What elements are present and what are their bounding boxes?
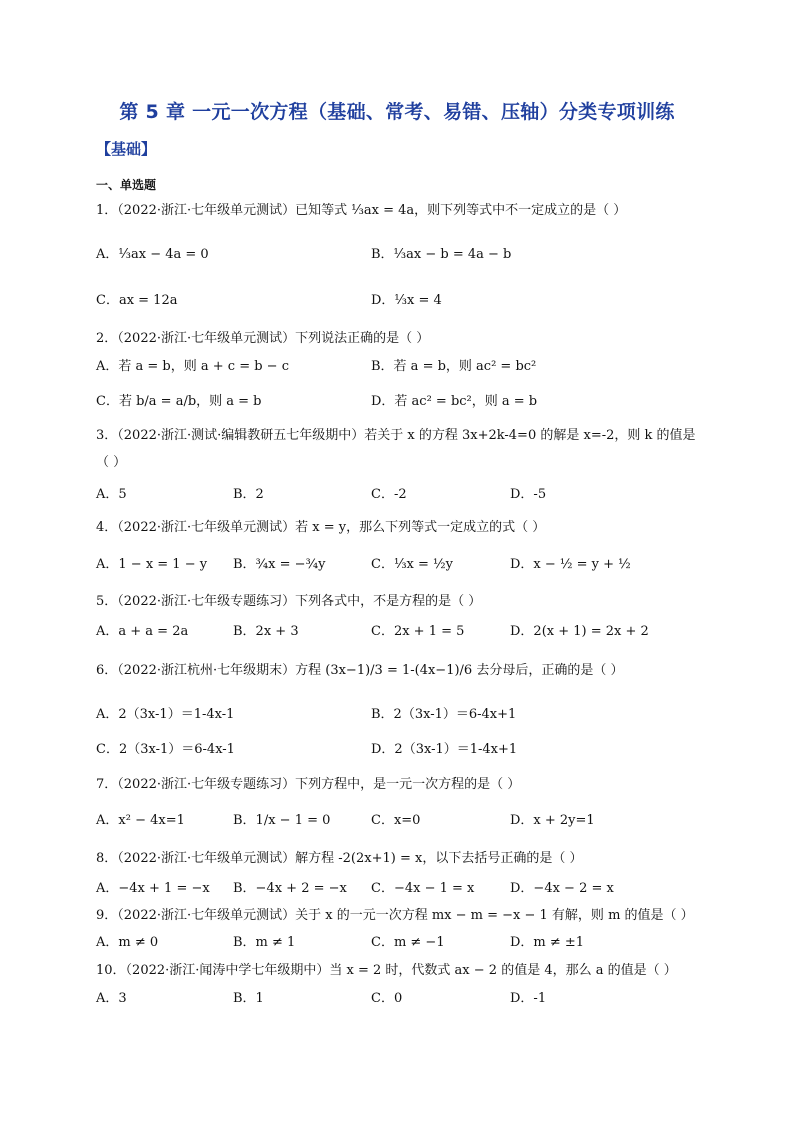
section-heading: 一、单选题: [96, 178, 157, 192]
question-10-option-a[interactable]: A．3: [96, 991, 127, 1006]
question-8-option-c[interactable]: C．−4x − 1 = x: [371, 881, 475, 896]
question-3-option-b[interactable]: B．2: [233, 487, 264, 502]
question-1-stem: 1．（2022·浙江·七年级单元测试）已知等式 ⅓ax = 4a，则下列等式中不一定成立的是（ ）: [96, 203, 627, 218]
question-6-option-b[interactable]: B．2（3x-1）＝6-4x+1: [371, 707, 517, 722]
question-8-option-d[interactable]: D．−4x − 2 = x: [510, 881, 614, 896]
question-9-option-c[interactable]: C．m ≠ −1: [371, 935, 445, 950]
question-8-option-a[interactable]: A．−4x + 1 = −x: [96, 881, 210, 896]
question-9-option-d[interactable]: D．m ≠ ±1: [510, 935, 585, 950]
question-4-stem: 4．（2022·浙江·七年级单元测试）若 x = y，那么下列等式一定成立的式（ ）: [96, 520, 546, 535]
question-4-option-a[interactable]: A．1 − x = 1 − y: [96, 557, 208, 572]
question-5-stem: 5．（2022·浙江·七年级专题练习）下列各式中，不是方程的是（ ）: [96, 594, 482, 609]
question-2-option-b[interactable]: B．若 a = b，则 ac² = bc²: [371, 359, 537, 374]
question-4-option-c[interactable]: C．⅓x = ½y: [371, 557, 453, 572]
question-3-option-d[interactable]: D．-5: [510, 487, 547, 502]
question-7-option-a[interactable]: A．x² − 4x=1: [96, 813, 185, 828]
level-tag: 【基础】: [96, 140, 157, 158]
page-title: 第 5 章 一元一次方程（基础、常考、易错、压轴）分类专项训练: [119, 101, 675, 123]
question-3-stem: 3．（2022·浙江·测试·编辑教研五七年级期中）若关于 x 的方程 3x+2k-4=0 的解是 x=-2，则 k 的值是: [96, 428, 696, 443]
question-10-stem: 10．（2022·浙江·闻涛中学七年级期中）当 x = 2 时，代数式 ax − 2 的值是 4，那么 a 的值是（ ）: [96, 963, 677, 978]
question-1-option-b[interactable]: B．⅓ax − b = 4a − b: [371, 247, 512, 262]
question-6-option-c[interactable]: C．2（3x-1）＝6-4x-1: [96, 742, 235, 757]
question-6-option-d[interactable]: D．2（3x-1）＝1-4x+1: [371, 742, 518, 757]
question-2-option-a[interactable]: A．若 a = b，则 a + c = b − c: [96, 359, 289, 374]
question-10-option-b[interactable]: B．1: [233, 991, 264, 1006]
question-1-option-d[interactable]: D．⅓x = 4: [371, 293, 442, 308]
question-7-option-c[interactable]: C．x=0: [371, 813, 421, 828]
question-5-option-a[interactable]: A．a + a = 2a: [96, 624, 189, 639]
question-2-option-d[interactable]: D．若 ac² = bc²，则 a = b: [371, 394, 538, 409]
question-9-option-b[interactable]: B．m ≠ 1: [233, 935, 296, 950]
question-5-option-c[interactable]: C．2x + 1 = 5: [371, 624, 465, 639]
question-9-option-a[interactable]: A．m ≠ 0: [96, 935, 159, 950]
question-8-option-b[interactable]: B．−4x + 2 = −x: [233, 881, 347, 896]
question-1-option-c[interactable]: C．ax = 12a: [96, 293, 178, 308]
question-3-stem-continued: （ ）: [96, 455, 127, 470]
question-9-stem: 9．（2022·浙江·七年级单元测试）关于 x 的一元一次方程 mx − m = −x − 1 有解，则 m 的值是（ ）: [96, 908, 694, 923]
question-5-option-d[interactable]: D．2(x + 1) = 2x + 2: [510, 624, 649, 639]
question-1-option-a[interactable]: A．⅓ax − 4a = 0: [96, 247, 209, 262]
question-3-option-c[interactable]: C．-2: [371, 487, 407, 502]
question-10-option-d[interactable]: D．-1: [510, 991, 547, 1006]
question-4-option-d[interactable]: D．x − ½ = y + ½: [510, 557, 631, 572]
question-5-option-b[interactable]: B．2x + 3: [233, 624, 299, 639]
question-7-option-b[interactable]: B．1/x − 1 = 0: [233, 813, 331, 828]
question-7-stem: 7．（2022·浙江·七年级专题练习）下列方程中，是一元一次方程的是（ ）: [96, 777, 521, 792]
question-2-option-c[interactable]: C．若 b/a = a/b，则 a = b: [96, 394, 262, 409]
question-6-option-a[interactable]: A．2（3x-1）＝1-4x-1: [96, 707, 235, 722]
question-10-option-c[interactable]: C．0: [371, 991, 403, 1006]
question-7-option-d[interactable]: D．x + 2y=1: [510, 813, 595, 828]
question-2-stem: 2．（2022·浙江·七年级单元测试）下列说法正确的是（ ）: [96, 331, 430, 346]
question-8-stem: 8．（2022·浙江·七年级单元测试）解方程 -2(2x+1) = x，以下去括号正确的是（ ）: [96, 851, 583, 866]
question-6-stem: 6．（2022·浙江杭州·七年级期末）方程 (3x−1)/3 = 1-(4x−1)/6 去分母后，正确的是（ ）: [96, 663, 624, 678]
question-4-option-b[interactable]: B．¾x = −¾y: [233, 557, 326, 572]
question-3-option-a[interactable]: A．5: [96, 487, 127, 502]
